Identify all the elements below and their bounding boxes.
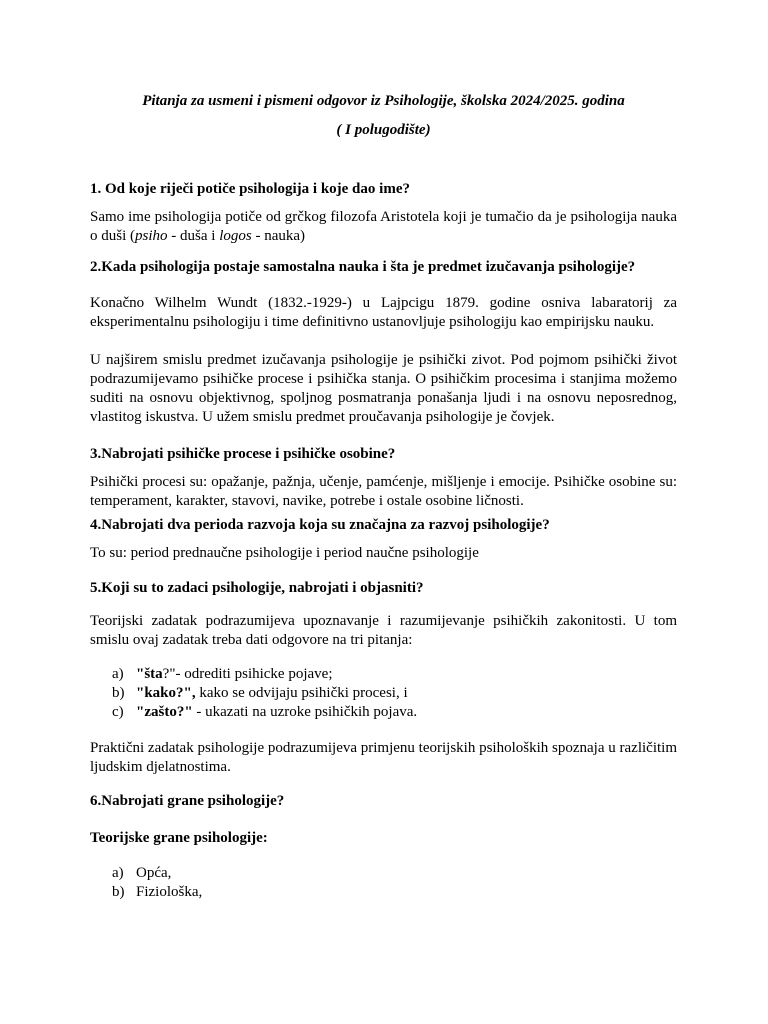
list-item-keyword: "šta [136,666,163,682]
answer-5-part-2: Praktični zadatak psihologije podrazumijeva primjenu teorijskih psiholoških spoznaja u različitim ljudskim djelatnostima. [90,740,677,775]
question-6: 6.Nabrojati grane psihologije? [90,793,285,809]
document-subtitle: ( I polugodište) [336,122,431,138]
list-marker: c) [112,704,124,720]
list-item [90,864,677,883]
list-item-text: - ukazati na uzroke psihičkih pojava. [192,704,418,720]
list-item [90,665,677,684]
list-item-text: Opća, [136,865,172,881]
list-item-text: ?"- odrediti psihicke pojave; [162,666,333,682]
question-5: 5.Koji su to zadaci psihologije, nabrojati i objasniti? [90,580,424,596]
answer-1-paren: ( [130,228,136,244]
answer-1-logos-rest: - nauka) [251,228,306,244]
answer-1-logos: logos [219,228,252,244]
question-4: 4.Nabrojati dva perioda razvoja koja su značajna za razvoj psihologije? [90,517,550,533]
answer-1 [90,208,677,246]
branches-list [90,864,677,902]
question-3: 3.Nabrojati psihičke procese i psihičke osobine? [90,446,396,462]
list-item-keyword: "kako?", [136,685,196,701]
list-item [90,703,677,722]
theoretical-branches-heading: Teorijske grane psihologije: [90,830,268,846]
list-item-text: kako se odvijaju psihički procesi, i [195,685,408,701]
question-1: 1. Od koje riječi potiče psihologija i koje dao ime? [90,181,410,197]
list-marker: b) [112,884,125,900]
answer-1-psiho-rest: - duša i [167,228,220,244]
document-page [90,92,677,902]
document-title: Pitanja za usmeni i pismeni odgovor iz Psihologije, školska 2024/2025. godina [142,93,625,109]
answer-1-lead: Samo ime psihologija potiče od grčkog filozofa Aristotela koji je tumačio da je psihologija nauka o duši [90,209,677,244]
list-item-keyword: "zašto?" [136,704,193,720]
list-item-text: Fiziološka, [136,884,203,900]
list-marker: a) [112,865,124,881]
question-2: 2.Kada psihologija postaje samostalna nauka i šta je predmet izučavanja psihologije? [90,259,636,275]
answer-1-psiho: psiho [135,228,168,244]
task-question-list [90,665,677,722]
list-marker: a) [112,666,124,682]
answer-2-part-2: U najširem smislu predmet izučavanja psihologije je psihički zivot. Pod pojmom psihički život podrazumijevamo psihičke procese i psihička stanja. O psihičkim procesima i stanjima možemo suditi na osnovu objektivnog, spoljnog posmatranja ponašanja ljudi i na osnovu neposrednog, vlastitog iskustva. U užem smislu predmet proučavanja psihologije je čovjek. [90,352,677,425]
list-item [90,883,677,902]
answer-2-part-1: Konačno Wilhelm Wundt (1832.-1929-) u Lajpcigu 1879. godine osniva labaratorij za eksperimentalnu psihologiju i time definitivno ustanovljuje psihologiju kao empirijsku nauku. [90,295,677,330]
answer-5-part-1: Teorijski zadatak podrazumijeva upoznavanje i razumijevanje psihičkih zakonitosti. U tom smislu ovaj zadatak treba dati odgovore na tri pitanja: [90,613,677,648]
list-item [90,684,677,703]
answer-4: To su: period prednaučne psihologije i period naučne psihologije [90,545,479,561]
answer-3: Psihički procesi su: opažanje, pažnja, učenje, pamćenje, mišljenje i emocije. Psihičke osobine su: temperament, karakter, stavovi, navike, potrebe i ostale osobine ličnosti. [90,474,677,509]
list-marker: b) [112,685,125,701]
